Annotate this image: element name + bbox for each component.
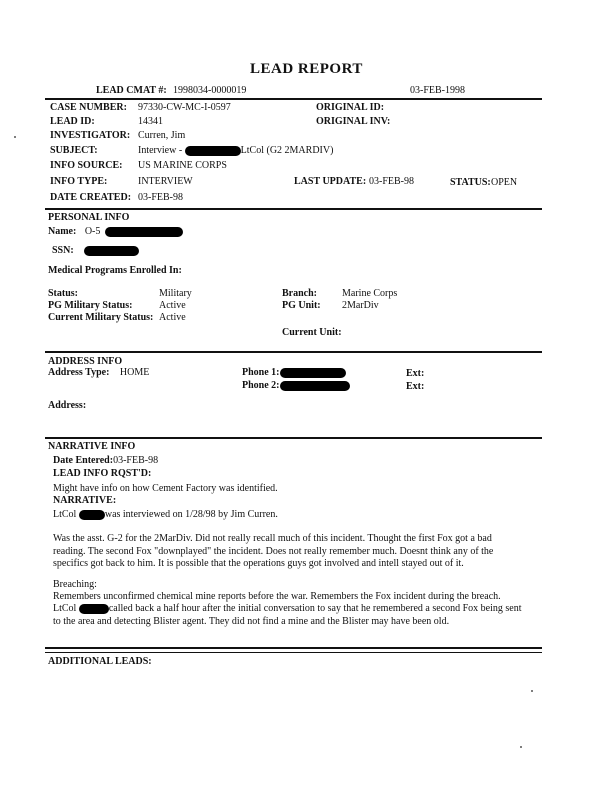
scan-speck [14,136,16,138]
divider [45,98,542,100]
original-inv-label: ORIGINAL INV: [316,116,391,127]
pg-unit-label: PG Unit: [282,300,321,311]
scan-speck [531,690,533,692]
redaction [185,146,241,156]
branch-value: Marine Corps [342,288,398,299]
divider [45,647,542,649]
redaction [79,604,109,614]
date-entered-label: Date Entered: [53,455,114,466]
ssn-label: SSN: [52,245,74,256]
info-type: INTERVIEW [138,176,193,187]
scan-speck [520,746,522,748]
subject-suffix: LtCol (G2 2MARDIV) [240,145,334,156]
redaction [84,246,139,256]
pg-unit-value: 2MarDiv [342,300,379,311]
case-number: 97330-CW-MC-I-0597 [138,102,231,113]
ext2-label: Ext: [406,381,425,392]
redaction [79,510,105,520]
phone1-label: Phone 1: [242,367,280,378]
address-type-label: Address Type: [48,367,110,378]
lead-id-label: LEAD ID: [50,116,95,127]
date-entered-value: 03-FEB-98 [113,455,159,466]
date-entered-row [53,455,158,466]
narrative-info-header: NARRATIVE INFO [48,441,136,452]
narrative-line1-prefix: LtCol [53,509,77,520]
date-created: 03-FEB-98 [138,192,183,203]
divider [45,351,542,353]
status-value: OPEN [491,177,518,188]
cmat-value: 1998034-0000019 [173,85,247,96]
case-number-label: CASE NUMBER: [50,102,127,113]
breaching-prefix: LtCol [53,603,77,614]
info-type-label: INFO TYPE: [50,176,108,187]
redaction [280,381,350,391]
breaching-rest: called back a half hour after the initial conversation to say that he remembered a second Fox being sent to the area and detecting Blister agent. They did not find a mine and the Blister may have been old. [53,603,522,627]
narrative-label: NARRATIVE: [53,495,117,506]
narrative-paragraph: Was the asst. G-2 for the 2MarDiv. Did not really recall much of this incident. Thought the first Fox got a bad reading. The second Fox "downplayed" the incident. Does not really remember much. Doesnt think any of the specifics got back to him. It is possible that the operations guys got involved and intell stayed out of it. [53,533,494,569]
status-label: Status: [48,288,79,299]
current-unit-label: Current Unit: [282,327,342,338]
address-info-header: ADDRESS INFO [48,356,123,367]
address-type-row [48,367,149,378]
narrative-line1-suffix: was interviewed on 1/28/98 by Jim Curren. [104,509,278,520]
branch-label: Branch: [282,288,317,299]
investigator-label: INVESTIGATOR: [50,130,131,141]
redaction [280,368,346,378]
redaction [105,227,183,237]
info-source-label: INFO SOURCE: [50,160,123,171]
breaching-line1: Remembers unconfirmed chemical mine reports before the war. Remembers the Fox incident during the breach. [53,591,501,602]
name-prefix: O-5 [84,226,101,237]
divider [45,437,542,439]
phone1-row [242,367,346,378]
additional-leads-header: ADDITIONAL LEADS: [48,656,152,667]
pg-military-label: PG Military Status: [48,300,133,311]
cmat-label: LEAD CMAT #: [96,85,167,96]
lead-id: 14341 [138,116,163,127]
date-created-label: DATE CREATED: [50,192,132,203]
medical-label: Medical Programs Enrolled In: [48,265,182,276]
pg-military-value: Active [159,300,186,311]
subject-prefix: Interview - [138,145,183,156]
subject [138,145,333,156]
report-date: 03-FEB-1998 [410,85,465,96]
current-military-label: Current Military Status: [48,312,154,323]
address-label: Address: [48,400,87,411]
status-label: STATUS: [450,177,491,188]
breaching-paragraph [53,603,523,628]
current-military-value: Active [159,312,186,323]
name-label: Name: [48,226,77,237]
divider [45,652,542,653]
original-id-label: ORIGINAL ID: [316,102,385,113]
last-update-label: LAST UPDATE: [294,176,367,187]
last-update: 03-FEB-98 [369,176,414,187]
ssn-row [52,245,139,256]
phone2-label: Phone 2: [242,380,280,391]
divider [45,208,542,210]
narrative-line1 [53,509,278,520]
name-row [48,226,183,237]
ext1-label: Ext: [406,368,425,379]
phone2-row [242,380,350,391]
page-title: LEAD REPORT [250,61,363,77]
info-source: US MARINE CORPS [138,160,227,171]
address-type-value: HOME [119,367,150,378]
investigator: Curren, Jim [138,130,186,141]
subject-label: SUBJECT: [50,145,98,156]
lead-info-label: LEAD INFO RQST'D: [53,468,152,479]
status-value: Military [159,288,192,299]
lead-info-text: Might have info on how Cement Factory was identified. [53,483,278,494]
personal-info-header: PERSONAL INFO [48,212,130,223]
breaching-label: Breaching: [53,579,97,590]
